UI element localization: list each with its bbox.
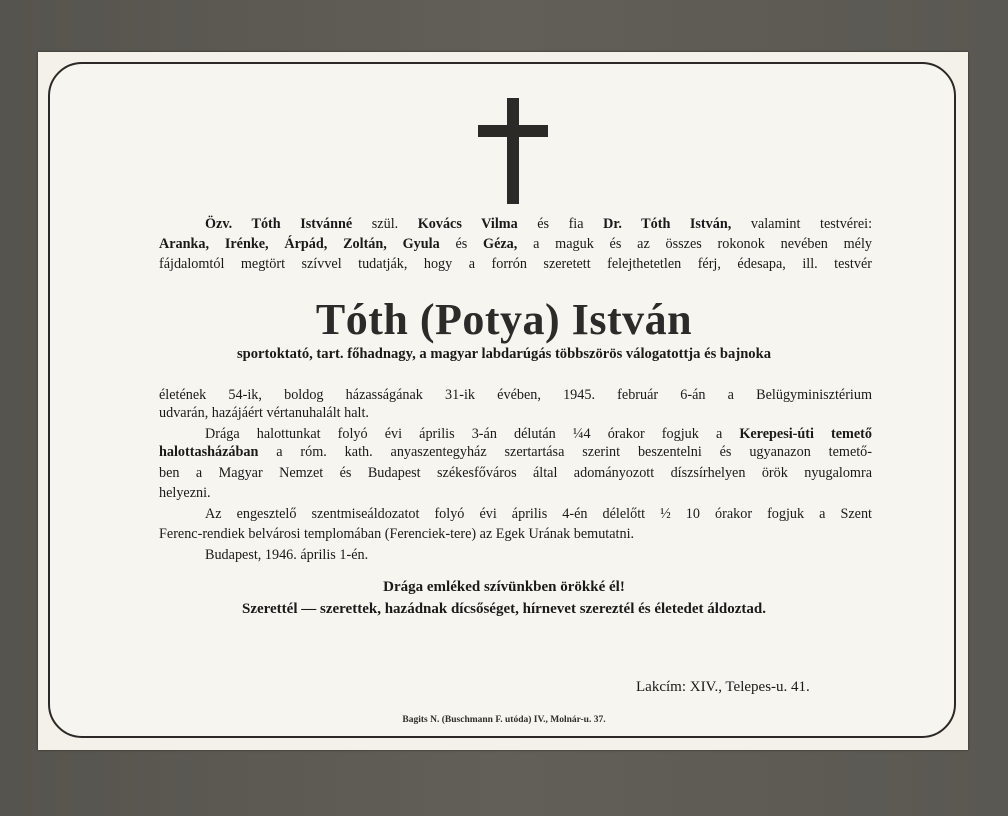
closing-line-1: Drága emléked szívünkben örökké él! xyxy=(383,579,625,595)
closing-line-2: Szerettél — szerettek, hazádnak dícsőséget, hírnevet szereztél és életedet áldoztad. xyxy=(241,601,766,617)
intro-line-1: Özv. Tóth Istvánné szül. Kovács Vilma és fia Dr. Tóth István, valamint testvérei: xyxy=(205,216,873,232)
paragraph-1-line-1: életének 54-ik, boldog házasságának 31-ik évében, 1945. február 6-án a Belügyminisztérium xyxy=(159,387,872,403)
paragraph-2-line-1: Drága halottunkat folyó évi április 3-án délután ¼4 órakor fogjuk a Kerepesi-úti temető xyxy=(205,426,872,442)
intro-line-3: fájdalomtól megtört szívvel tudatják, hogy a forrón szeretett felejthetetlen férj, édesapa, ill. testvér xyxy=(159,256,872,272)
paragraph-1-line-2: udvarán, hazájáért vértanuhalált halt. xyxy=(159,405,369,421)
paragraph-2-line-2: halottasházában a róm. kath. anyaszentegyház szertartása szerint beszentelni és ugyanazon temető- xyxy=(159,444,872,460)
deceased-titles: sportoktató, tart. főhadnagy, a magyar labdarúgás többszörös válogatottja és bajnoka xyxy=(236,346,772,362)
family-address: Lakcím: XIV., Telepes-u. 41. xyxy=(636,679,810,695)
cross-icon xyxy=(478,98,548,204)
date-line: Budapest, 1946. április 1-én. xyxy=(205,547,369,563)
deceased-name: Tóth (Potya) István xyxy=(315,295,693,344)
intro-line-2: Aranka, Irénke, Árpád, Zoltán, Gyula és Géza, a maguk és az összes rokonok nevében mély xyxy=(159,236,873,252)
printer-imprint: Bagits N. (Buschmann F. utóda) IV., Molnár-u. 37. xyxy=(402,715,606,725)
paragraph-2-line-3: ben a Magyar Nemzet és Budapest székesfőváros által adományozott díszsírhelyen örök nyugalomra xyxy=(159,465,872,481)
paragraph-3-line-2: Ferenc-rendiek belvárosi templomában (Ferenciek-tere) az Egek Urának bemutatni. xyxy=(159,526,635,542)
paragraph-3-line-1: Az engesztelő szentmiseáldozatot folyó évi április 4-én délelőtt ½ 10 órakor fogjuk a Szent xyxy=(205,506,872,522)
paragraph-2-line-4: helyezni. xyxy=(159,485,211,501)
